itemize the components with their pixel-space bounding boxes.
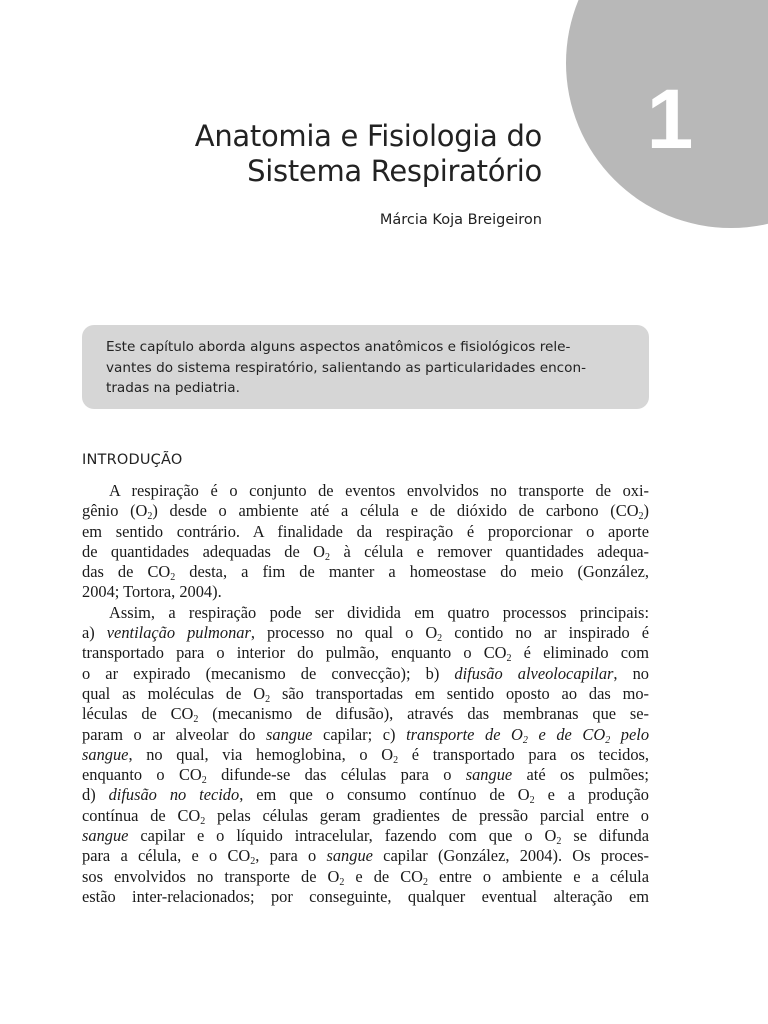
chapter-title-line-1: Anatomia e Fisiologia do	[194, 119, 542, 153]
paragraph-line: das de $CO_2$ desta, a fim de manter a homeostase do meio (González,	[82, 562, 649, 584]
paragraph-line: o ar expirado (mecanismo de convecção); b) difusão alveolocapilar, no	[82, 663, 649, 683]
paragraph-line: qual as moléculas de $O_2$ são transportadas em sentido oposto ao das mo-	[82, 683, 649, 705]
paragraph-line: em sentido contrário. A finalidade da respiração é proporcionar o aporte	[82, 521, 649, 541]
paragraph	[82, 481, 649, 603]
abstract-line: Este capítulo aborda alguns aspectos anatômicos e fisiológicos rele-	[106, 339, 571, 355]
paragraph-line: contínua de $CO_2$ pelas células geram gradientes de pressão parcial entre o	[82, 805, 650, 827]
paragraph-line: enquanto o $CO_2$ difunde-se das células para o sangue até os pulmões;	[82, 765, 649, 787]
abstract-line: vantes do sistema respiratório, salientando as particularidades encon-	[106, 359, 586, 376]
paragraph-line: d) difusão no tecido, em que o consumo contínuo de $O_2$ e a produção	[82, 785, 649, 807]
paragraph-line: sangue, no qual, via hemoglobina, o $O_2$ é transportado para os tecidos,	[82, 744, 649, 766]
paragraph-line: transportado para o interior do pulmão, enquanto o $CO_2$ é eliminado com	[82, 643, 649, 665]
paragraph-line: sos envolvidos no transporte de $O_2$ e de $CO_2$ entre o ambiente e a célula	[82, 866, 649, 888]
paragraph-line: a) ventilação pulmonar, processo no qual o $O_2$ contido no ar inspirado é	[82, 623, 649, 645]
paragraph-line: sangue capilar e o líquido intracelular, fazendo com que o $O_2$ se difunda	[82, 826, 649, 848]
section-heading: INTRODUÇÃO	[82, 452, 183, 468]
chapter-title	[195, 119, 542, 189]
paragraph-line: estão inter-relacionados; por conseguinte, qualquer eventual alteração em	[82, 886, 649, 906]
paragraph-line: de quantidades adequadas de $O_2$ à célula e remover quantidades adequa-	[82, 541, 649, 563]
paragraph-line: gênio $(O_2)$ desde o ambiente até a célula e de dióxido de carbono $(CO_2)$	[82, 501, 649, 523]
chapter-title-line-2: Sistema Respiratório	[247, 154, 542, 188]
paragraph-line: 2004; Tortora, 2004).	[82, 582, 222, 602]
paragraph-line: param o ar alveolar do sangue capilar; c) transporte de $O_2$ e de $CO_2$ pelo	[82, 724, 650, 746]
chapter-number: 1	[646, 72, 694, 166]
abstract-box	[82, 325, 649, 409]
paragraph-line: Assim, a respiração pode ser dividida em quatro processos principais:	[109, 602, 649, 622]
body-text	[82, 481, 649, 907]
paragraph	[82, 603, 649, 907]
paragraph-line: léculas de $CO_2$ (mecanismo de difusão), através das membranas que se-	[82, 704, 649, 726]
abstract-line: tradas na pediatria.	[106, 380, 240, 396]
paragraph-line: A respiração é o conjunto de eventos envolvidos no transporte de oxi-	[109, 481, 649, 500]
author-name: Márcia Koja Breigeiron	[379, 212, 542, 228]
paragraph-line: para a célula, e o $CO_2$, para o sangue capilar (González, 2004). Os proces-	[82, 846, 649, 868]
